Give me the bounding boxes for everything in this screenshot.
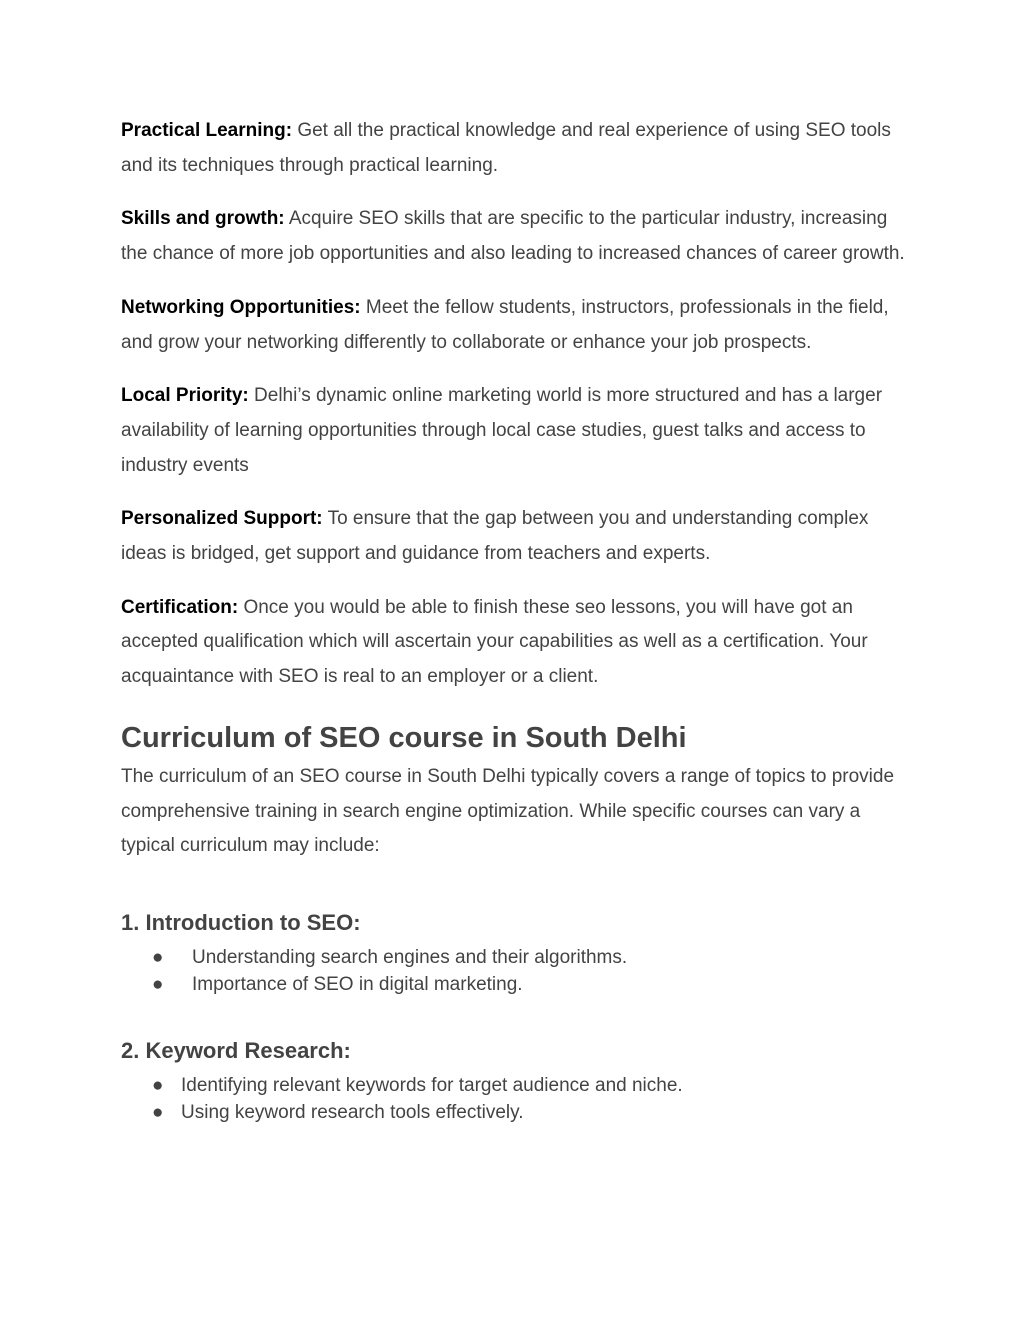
section-list-introduction-to-seo: [121, 944, 911, 998]
list-item-text: Understanding search engines and their algorithms.: [192, 946, 628, 968]
list-item: [121, 971, 911, 998]
benefit-term: Networking Opportunities:: [121, 296, 361, 318]
document-page: [121, 114, 911, 1126]
bullet-icon: ●: [152, 973, 164, 995]
benefit-paragraph-certification: [121, 591, 911, 695]
list-item-text: Identifying relevant keywords for target audience and niche.: [181, 1074, 683, 1096]
benefit-text: Once you would be able to finish these seo lessons, you will have got an accepted qualification which will ascertain your capabilities as well as a certification. Your acquaintance with SEO is real to an employer or a client.: [121, 596, 868, 688]
bullet-icon: ●: [152, 1101, 164, 1123]
bullet-icon: ●: [152, 1074, 164, 1096]
benefit-paragraph-personalized-support: [121, 502, 911, 571]
curriculum-heading: Curriculum of SEO course in South Delhi: [121, 721, 687, 754]
benefit-paragraph-skills-and-growth: [121, 202, 911, 271]
benefit-text: Meet the fellow students, instructors, professionals in the field, and grow your networking differently to collaborate or enhance your job prospects.: [121, 296, 889, 353]
benefit-term: Practical Learning:: [121, 120, 293, 141]
list-item: [121, 944, 911, 971]
benefit-paragraph-practical-learning: [121, 114, 911, 183]
benefit-term: Certification:: [121, 596, 239, 618]
list-item: [121, 1072, 911, 1099]
bullet-icon: ●: [152, 946, 164, 968]
benefit-paragraph-local-priority: [121, 379, 911, 483]
section-list-keyword-research: [121, 1072, 911, 1126]
benefit-term: Personalized Support:: [121, 508, 323, 530]
benefit-paragraph-networking-opportunities: [121, 291, 911, 360]
curriculum-intro: The curriculum of an SEO course in South Delhi typically covers a range of topics to provide comprehensive training in search engine optimization. While specific courses can vary a typical curriculum may include:: [121, 765, 895, 857]
list-item-text: Importance of SEO in digital marketing.: [192, 973, 523, 995]
benefit-text: To ensure that the gap between you and understanding complex ideas is bridged, get support and guidance from teachers and experts.: [121, 508, 869, 565]
list-item: [121, 1099, 911, 1126]
benefit-text: Delhi’s dynamic online marketing world is more structured and has a larger availability of learning opportunities through local case studies, guest talks and access to industry events: [121, 385, 883, 476]
list-item-text: Using keyword research tools effectively.: [181, 1101, 524, 1123]
section-heading-introduction-to-seo: 1. Introduction to SEO:: [121, 909, 361, 935]
benefit-term: Local Priority:: [121, 385, 249, 407]
benefit-term: Skills and growth:: [121, 208, 285, 230]
section-heading-keyword-research: 2. Keyword Research:: [121, 1037, 351, 1063]
benefit-text: Acquire SEO skills that are specific to the particular industry, increasing the chance of more job opportunities and also leading to increased chances of career growth.: [121, 208, 905, 265]
benefit-text: Get all the practical knowledge and real experience of using SEO tools and its techniques through practical learning.: [121, 120, 891, 176]
